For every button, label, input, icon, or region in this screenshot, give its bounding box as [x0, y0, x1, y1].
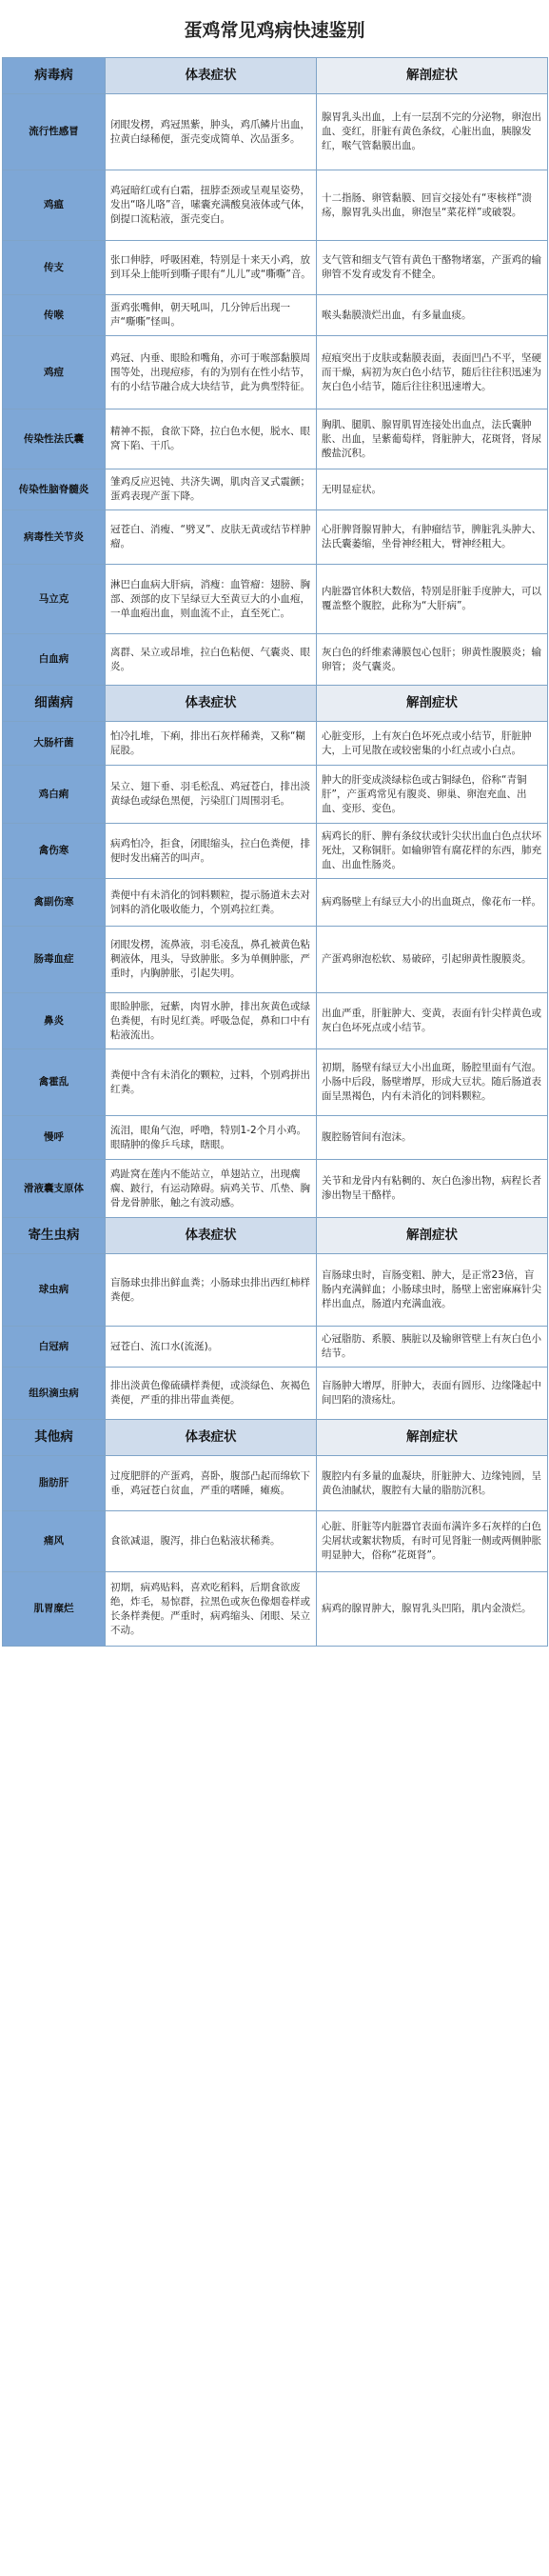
disease-name: 组织滴虫病 — [3, 1368, 106, 1420]
external-symptoms: 盲肠球虫排出鲜血粪；小肠球虫排出西红柿样粪便。 — [106, 1254, 317, 1327]
autopsy-symptoms: 初期，肠壁有绿豆大小出血斑，肠腔里面有气泡。小肠中后段，肠壁增厚，形成大豆状。随后肠道表面呈黑褐色，内有未消化的饲料颗粒。 — [317, 1049, 548, 1116]
table-row — [3, 1049, 548, 1116]
external-symptoms: 鸡冠、内垂、眼睑和嘴角，亦可于喉部黏膜周围等处，出现痘疹，有的为别有在性小结节，有的小结节融合成大块结节，此为典型特征。 — [106, 336, 317, 409]
autopsy-symptoms: 产蛋鸡卵泡松软、易破碎，引起卵黄性腹膜炎。 — [317, 927, 548, 993]
autopsy-symptoms: 喉头黏膜溃烂出血，有多量血痰。 — [317, 295, 548, 336]
table-row — [3, 1160, 548, 1218]
disease-name: 脂肪肝 — [3, 1456, 106, 1511]
autopsy-symptoms: 无明显症状。 — [317, 469, 548, 510]
disease-name: 禽霍乱 — [3, 1049, 106, 1116]
autopsy-symptoms: 心脏、肝脏等内脏器官表面布满许多石灰样的白色尖屑状或絮状物质，有时可见肾脏一侧或两侧肿胀明显肿大，俗称“花斑肾”。 — [317, 1511, 548, 1572]
external-symptoms: 食欲减退，腹泻，排白色粘液状稀粪。 — [106, 1511, 317, 1572]
autopsy-symptoms-header: 解剖症状 — [317, 1218, 548, 1254]
disease-name: 鼻炎 — [3, 993, 106, 1049]
external-symptoms: 闭眼发楞，流鼻液，羽毛凌乱，鼻孔被黄色粘稠液体，甩头，导致肿胀。多为单侧肿胀，严重时，内胸肿胀，引起失明。 — [106, 927, 317, 993]
disease-name: 传喉 — [3, 295, 106, 336]
autopsy-symptoms: 痘痕突出于皮肤或黏膜表面，表面凹凸不平，坚硬而干燥，病初为灰白色小结节，随后往往积迅速为灰白色小结节，随后往往积迅速增大。 — [317, 336, 548, 409]
disease-name: 白冠病 — [3, 1327, 106, 1368]
disease-name: 滑液囊支原体 — [3, 1160, 106, 1218]
table-row — [3, 1327, 548, 1368]
external-symptoms: 冠苍白、流口水(流涎)。 — [106, 1327, 317, 1368]
table-row — [3, 565, 548, 634]
disease-name: 马立克 — [3, 565, 106, 634]
table-row — [3, 94, 548, 170]
table-row — [3, 879, 548, 927]
external-symptoms: 淋巴白血病大肝病，消瘦：血管瘤：翅膀、胸部、颈部的皮下呈绿豆大至黄豆大的小血疱，一单血疱出血，则血流不止，直至死亡。 — [106, 565, 317, 634]
autopsy-symptoms: 十二指肠、卵管黏膜、回盲交接处有“枣核样”溃疡，腺胃乳头出血，卵泡呈“菜花样”或破裂。 — [317, 170, 548, 241]
table-row — [3, 510, 548, 565]
table-row — [3, 295, 548, 336]
autopsy-symptoms: 胸肌、腿肌、腺胃肌胃连接处出血点，法氏囊肿胀、出血，呈紫葡萄样，肾脏肿大，花斑肾，肾尿酸盐沉积。 — [317, 409, 548, 469]
external-symptoms: 过度肥胖的产蛋鸡，喜卧，腹部凸起而绵软下垂，鸡冠苍白贫血，严重的嗜睡，瘫痪。 — [106, 1456, 317, 1511]
external-symptoms: 鸡趾窝在莲内不能站立，单翅站立，出现瘸瘸、跛行，有运动障碍。病鸡关节、爪垫、胸骨龙骨肿胀，触之有波动感。 — [106, 1160, 317, 1218]
external-symptoms: 冠苍白、消瘦、“劈叉”、皮肤无黄或结节样肿瘤。 — [106, 510, 317, 565]
disease-name: 禽副伤寒 — [3, 879, 106, 927]
disease-name: 鸡瘟 — [3, 170, 106, 241]
autopsy-symptoms-header: 解剖症状 — [317, 1420, 548, 1456]
autopsy-symptoms: 灰白色的纤维素薄膜包心包肝；卵黄性腹膜炎；输卵管；炎气囊炎。 — [317, 634, 548, 686]
autopsy-symptoms: 心肝脾肾腺胃肿大，有肿瘤结节，脾脏乳头肿大、法氏囊萎缩，坐骨神经粗大，臂神经粗大。 — [317, 510, 548, 565]
external-symptoms: 眼睑肿胀，冠紫，肉胃水肿，排出灰黄色或绿色粪便，有时见红粪。呼吸急促，鼻和口中有粘液流出。 — [106, 993, 317, 1049]
disease-name: 传染性脑脊髓炎 — [3, 469, 106, 510]
autopsy-symptoms: 病鸡长的肝、脾有条纹状或针尖状出血白色点状坏死灶，又称铜肝。如输卵管有腐花样的东西，肺充血、出血性肠炎。 — [317, 824, 548, 879]
disease-name: 病毒性关节炎 — [3, 510, 106, 565]
external-symptoms: 怕冷扎堆，下痢，排出石灰样稀粪，又称“糊屁股。 — [106, 722, 317, 766]
autopsy-symptoms-header: 解剖症状 — [317, 686, 548, 722]
external-symptoms-header: 体表症状 — [106, 1218, 317, 1254]
disease-name: 肠毒血症 — [3, 927, 106, 993]
table-row — [3, 1511, 548, 1572]
external-symptoms-header: 体表症状 — [106, 686, 317, 722]
category-header: 病毒病 — [3, 58, 106, 94]
disease-name: 慢呼 — [3, 1116, 106, 1160]
disease-name: 白血病 — [3, 634, 106, 686]
autopsy-symptoms: 肿大的肝变成淡绿棕色或古铜绿色，俗称“青铜肝”，产蛋鸡常见有腹炎、卵巢、卵泡充血、出血、变形、变色。 — [317, 766, 548, 824]
external-symptoms: 闭眼发楞，鸡冠黑紫，肿头，鸡爪鳞片出血，拉黄白绿稀便，蛋壳变成简单、次品蛋多。 — [106, 94, 317, 170]
disease-name: 肌胃糜烂 — [3, 1572, 106, 1647]
disease-name: 传染性法氏囊 — [3, 409, 106, 469]
autopsy-symptoms: 关节和龙骨内有粘稠的、灰白色渗出物，病程长者渗出物呈干酪样。 — [317, 1160, 548, 1218]
table-row — [3, 1572, 548, 1647]
external-symptoms: 蛋鸡张嘴伸，朝天吼叫，几分钟后出现一声“嘶嘶”怪叫。 — [106, 295, 317, 336]
autopsy-symptoms: 出血严重，肝脏肿大、变黄，表面有针尖样黄色或灰白色坏死点或小结节。 — [317, 993, 548, 1049]
autopsy-symptoms: 病鸡的腺胃肿大，腺胃乳头凹陷，肌内金溃烂。 — [317, 1572, 548, 1647]
category-header: 其他病 — [3, 1420, 106, 1456]
autopsy-symptoms: 支气管和细支气管有黄色干酪物堵塞，产蛋鸡的输卵管不发育或发育不健全。 — [317, 241, 548, 295]
table-row — [3, 824, 548, 879]
disease-name: 痛风 — [3, 1511, 106, 1572]
external-symptoms: 排出淡黄色像硫磺样粪便，或淡绿色、灰褐色粪便，严重的排出带血粪便。 — [106, 1368, 317, 1420]
external-symptoms: 初期，病鸡贴料，喜欢吃稻料，后期食欲废绝，炸毛，易惊群，拉黑色或灰色像烟卷样或长条样粪便。严重时，病鸡缩头、闭眼、呆立不动。 — [106, 1572, 317, 1647]
autopsy-symptoms-header: 解剖症状 — [317, 58, 548, 94]
table-row — [3, 409, 548, 469]
table-row — [3, 766, 548, 824]
external-symptoms: 离群、呆立或昂堆，拉白色粘便、气囊炎、眼炎。 — [106, 634, 317, 686]
disease-name: 传支 — [3, 241, 106, 295]
category-header: 寄生虫病 — [3, 1218, 106, 1254]
autopsy-symptoms: 心脏变形，上有灰白色坏死点或小结节，肝脏肿大，上可见散在或较密集的小红点或小白点。 — [317, 722, 548, 766]
table-row — [3, 722, 548, 766]
autopsy-symptoms: 病鸡肠壁上有绿豆大小的出血斑点，像花布一样。 — [317, 879, 548, 927]
table-row — [3, 927, 548, 993]
autopsy-symptoms: 盲肠球虫时，盲肠变粗、肿大，是正常23倍，盲肠内充满鲜血；小肠球虫时，肠壁上密密麻麻针尖样出血点，肠道内充满血液。 — [317, 1254, 548, 1327]
autopsy-symptoms: 盲肠肿大增厚，肝肿大，表面有圆形、边缘隆起中间凹陷的溃疡灶。 — [317, 1368, 548, 1420]
table-row — [3, 1368, 548, 1420]
autopsy-symptoms: 心冠脂肪、系膜、胰脏以及输卵管壁上有灰白色小结节。 — [317, 1327, 548, 1368]
category-header: 细菌病 — [3, 686, 106, 722]
autopsy-symptoms: 腹腔内有多量的血凝块，肝脏肿大、边缘钝圆，呈黄色油腻状，腹腔有大量的脂肪沉积。 — [317, 1456, 548, 1511]
external-symptoms-header: 体表症状 — [106, 58, 317, 94]
external-symptoms: 粪便中含有未消化的颗粒，过料，个别鸡拼出红粪。 — [106, 1049, 317, 1116]
external-symptoms: 鸡冠暗红或有白霜，扭脖歪颈或呈观星姿势，发出“咯儿咯”音，嗉囊充满酸臭液体或气体，倒提口流粘液，蛋壳变白。 — [106, 170, 317, 241]
table-row — [3, 634, 548, 686]
section-header-row — [3, 1420, 548, 1456]
disease-name: 流行性感冒 — [3, 94, 106, 170]
external-symptoms-header: 体表症状 — [106, 1420, 317, 1456]
external-symptoms: 呆立、翅下垂、羽毛松乱、鸡冠苍白，排出淡黄绿色或绿色黑便，污染肛门周围羽毛。 — [106, 766, 317, 824]
external-symptoms: 精神不振，食欲下降，拉白色水便，脱水、眼窝下陷、干爪。 — [106, 409, 317, 469]
table-row — [3, 993, 548, 1049]
external-symptoms: 病鸡怕冷，拒食，闭眼缩头，拉白色粪便，排便时发出痛苦的叫声。 — [106, 824, 317, 879]
section-header-row — [3, 58, 548, 94]
table-row — [3, 469, 548, 510]
disease-name: 球虫病 — [3, 1254, 106, 1327]
external-symptoms: 张口伸脖，呼吸困难，特别是十来天小鸡，放到耳朵上能听到嘶子眼有“儿儿”或“嘶嘶”音。 — [106, 241, 317, 295]
autopsy-symptoms: 内脏器官体积大数倍，特别是肝脏手度肿大，可以覆盖整个腹腔，此称为“大肝病”。 — [317, 565, 548, 634]
disease-table — [2, 57, 548, 1647]
external-symptoms: 流泪，眼角气泡，呼噜，特别1-2个月小鸡。眼睛肿的像乒乓球，瞎眼。 — [106, 1116, 317, 1160]
table-row — [3, 336, 548, 409]
section-header-row — [3, 686, 548, 722]
disease-name: 鸡白痢 — [3, 766, 106, 824]
disease-name: 禽伤寒 — [3, 824, 106, 879]
page-title: 蛋鸡常见鸡病快速鉴别 — [184, 19, 365, 41]
section-header-row — [3, 1218, 548, 1254]
table-row — [3, 170, 548, 241]
table-row — [3, 1254, 548, 1327]
autopsy-symptoms: 腹腔肠管间有泡沫。 — [317, 1116, 548, 1160]
table-row — [3, 1116, 548, 1160]
external-symptoms: 雏鸡反应迟钝、共济失调，肌肉音叉式震颤；蛋鸡表现产蛋下降。 — [106, 469, 317, 510]
autopsy-symptoms: 腺胃乳头出血，上有一层刮不完的分泌物，卵泡出血、变红，肝脏有黄色条纹，心脏出血，胰腺发红，喉气管黏膜出血。 — [317, 94, 548, 170]
disease-name: 大肠杆菌 — [3, 722, 106, 766]
table-row — [3, 241, 548, 295]
external-symptoms: 粪便中有未消化的饲料颗粒，提示肠道未去对饲料的消化吸收能力，个别鸡拉红粪。 — [106, 879, 317, 927]
table-row — [3, 1456, 548, 1511]
disease-name: 鸡痘 — [3, 336, 106, 409]
